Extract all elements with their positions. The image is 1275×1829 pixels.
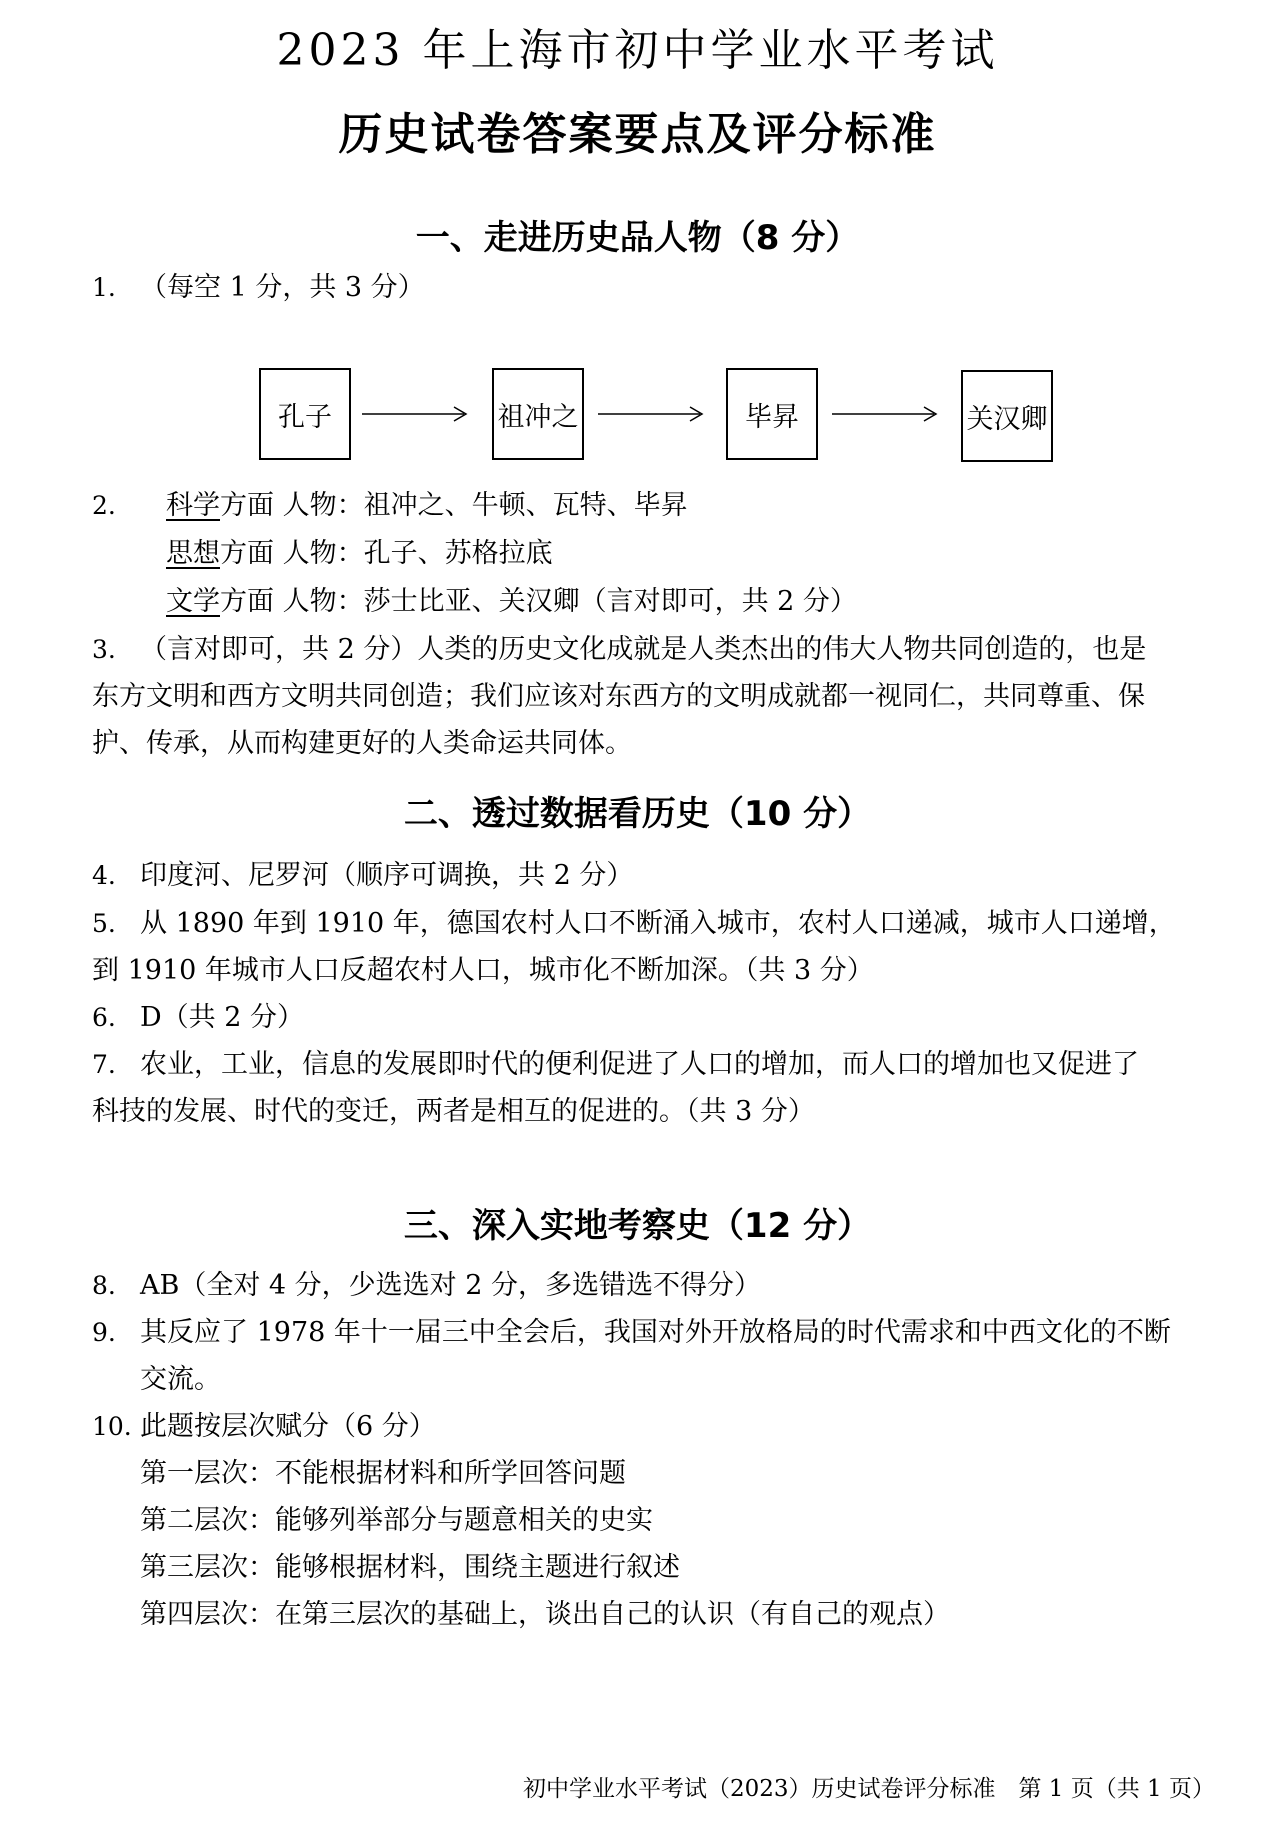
answer-box-label: 孔子 <box>278 401 332 433</box>
document-title: 2023 年上海市初中学业水平考试 <box>276 25 999 76</box>
answer-text: 从 1890 年到 1910 年，德国农村人口不断涌入城市，农村人口递减，城市人口递增， <box>140 908 1176 939</box>
question-9 <box>92 1313 1171 1353</box>
answer-box-label: 关汉卿 <box>966 403 1048 435</box>
answer-text: AB（全对 4 分，少选选对 2 分，多选错选不得分） <box>140 1270 762 1301</box>
question-number: 3. <box>92 635 116 664</box>
answer-text: 东方文明和西方文明共同创造；我们应该对东西方的文明成就都一视同仁，共同尊重、保 <box>92 681 1145 712</box>
question-3 <box>92 630 1146 670</box>
answer-text: 方面 人物：孔子、苏格拉底 <box>220 538 553 569</box>
answer-text: （言对即可，共 2 分）人类的历史文化成就是人类杰出的伟大人物共同创造的，也是 <box>140 634 1147 665</box>
level-item: 第三层次：能够根据材料，围绕主题进行叙述 <box>140 1552 680 1583</box>
answer-box-4 <box>961 370 1053 462</box>
document-subtitle: 历史试卷答案要点及评分标准 <box>338 109 937 160</box>
answer-text: 护、传承，从而构建更好的人类命运共同体。 <box>92 728 632 759</box>
level-item: 第四层次：在第三层次的基础上，谈出自己的认识（有自己的观点） <box>140 1599 950 1630</box>
question-number: 9. <box>92 1318 116 1347</box>
answer-box-3 <box>726 368 818 460</box>
answer-text: 此题按层次赋分（6 分） <box>140 1411 436 1442</box>
right-arrow-icon <box>596 404 706 424</box>
question-10 <box>92 1407 436 1447</box>
answer-text: 交流。 <box>140 1364 221 1395</box>
right-arrow-icon <box>360 404 470 424</box>
question-2 <box>92 486 140 526</box>
answer-box-2 <box>492 368 584 460</box>
answer-text: 方面 人物：莎士比亚、关汉卿（言对即可，共 2 分） <box>220 586 857 617</box>
section-title-3: 三、深入实地考察史（12 分） <box>403 1206 872 1246</box>
question-number: 6. <box>92 1003 116 1032</box>
level-item: 第二层次：能够列举部分与题意相关的史实 <box>140 1505 653 1536</box>
field-label: 科学 <box>166 490 220 521</box>
answer-text: 印度河、尼罗河（顺序可调换，共 2 分） <box>140 860 634 891</box>
section-title-2: 二、透过数据看历史（10 分） <box>403 794 872 834</box>
field-label: 思想 <box>166 538 220 569</box>
answer-row <box>166 582 857 622</box>
question-6 <box>92 998 304 1038</box>
answer-box-label: 毕昇 <box>745 401 799 433</box>
answer-text: D（共 2 分） <box>140 1002 304 1033</box>
question-5 <box>92 904 1176 944</box>
answer-box-1 <box>259 368 351 460</box>
level-item: 第一层次：不能根据材料和所学回答问题 <box>140 1458 626 1489</box>
section-title-1: 一、走进历史品人物（8 分） <box>415 218 860 258</box>
answer-text: 其反应了 1978 年十一届三中全会后，我国对外开放格局的时代需求和中西文化的不断 <box>140 1317 1171 1348</box>
question-8 <box>92 1266 761 1306</box>
answer-text: 农业，工业，信息的发展即时代的便利促进了人口的增加，而人口的增加也又促进了 <box>140 1049 1139 1080</box>
question-number: 10. <box>92 1412 132 1441</box>
question-number: 7. <box>92 1050 116 1079</box>
answer-box-label: 祖冲之 <box>497 401 579 433</box>
question-number: 1. <box>92 273 116 302</box>
answer-text: 科技的发展、时代的变迁，两者是相互的促进的。（共 3 分） <box>92 1096 815 1127</box>
answer-text: 到 1910 年城市人口反超农村人口，城市化不断加深。（共 3 分） <box>92 955 874 986</box>
right-arrow-icon <box>830 404 940 424</box>
question-4 <box>92 856 633 896</box>
question-1 <box>92 268 425 308</box>
answer-text: 方面 人物：祖冲之、牛顿、瓦特、毕昇 <box>220 490 688 521</box>
field-label: 文学 <box>166 586 220 617</box>
answer-row <box>166 486 688 526</box>
page-footer: 初中学业水平考试（2023）历史试卷评分标准 第 1 页（共 1 页） <box>522 1776 1215 1802</box>
question-number: 5. <box>92 909 116 938</box>
question-text: （每空 1 分，共 3 分） <box>140 272 425 303</box>
question-number: 4. <box>92 861 116 890</box>
question-7 <box>92 1045 1139 1085</box>
question-number: 2. <box>92 491 116 520</box>
question-number: 8. <box>92 1271 116 1300</box>
answer-row <box>166 534 553 574</box>
